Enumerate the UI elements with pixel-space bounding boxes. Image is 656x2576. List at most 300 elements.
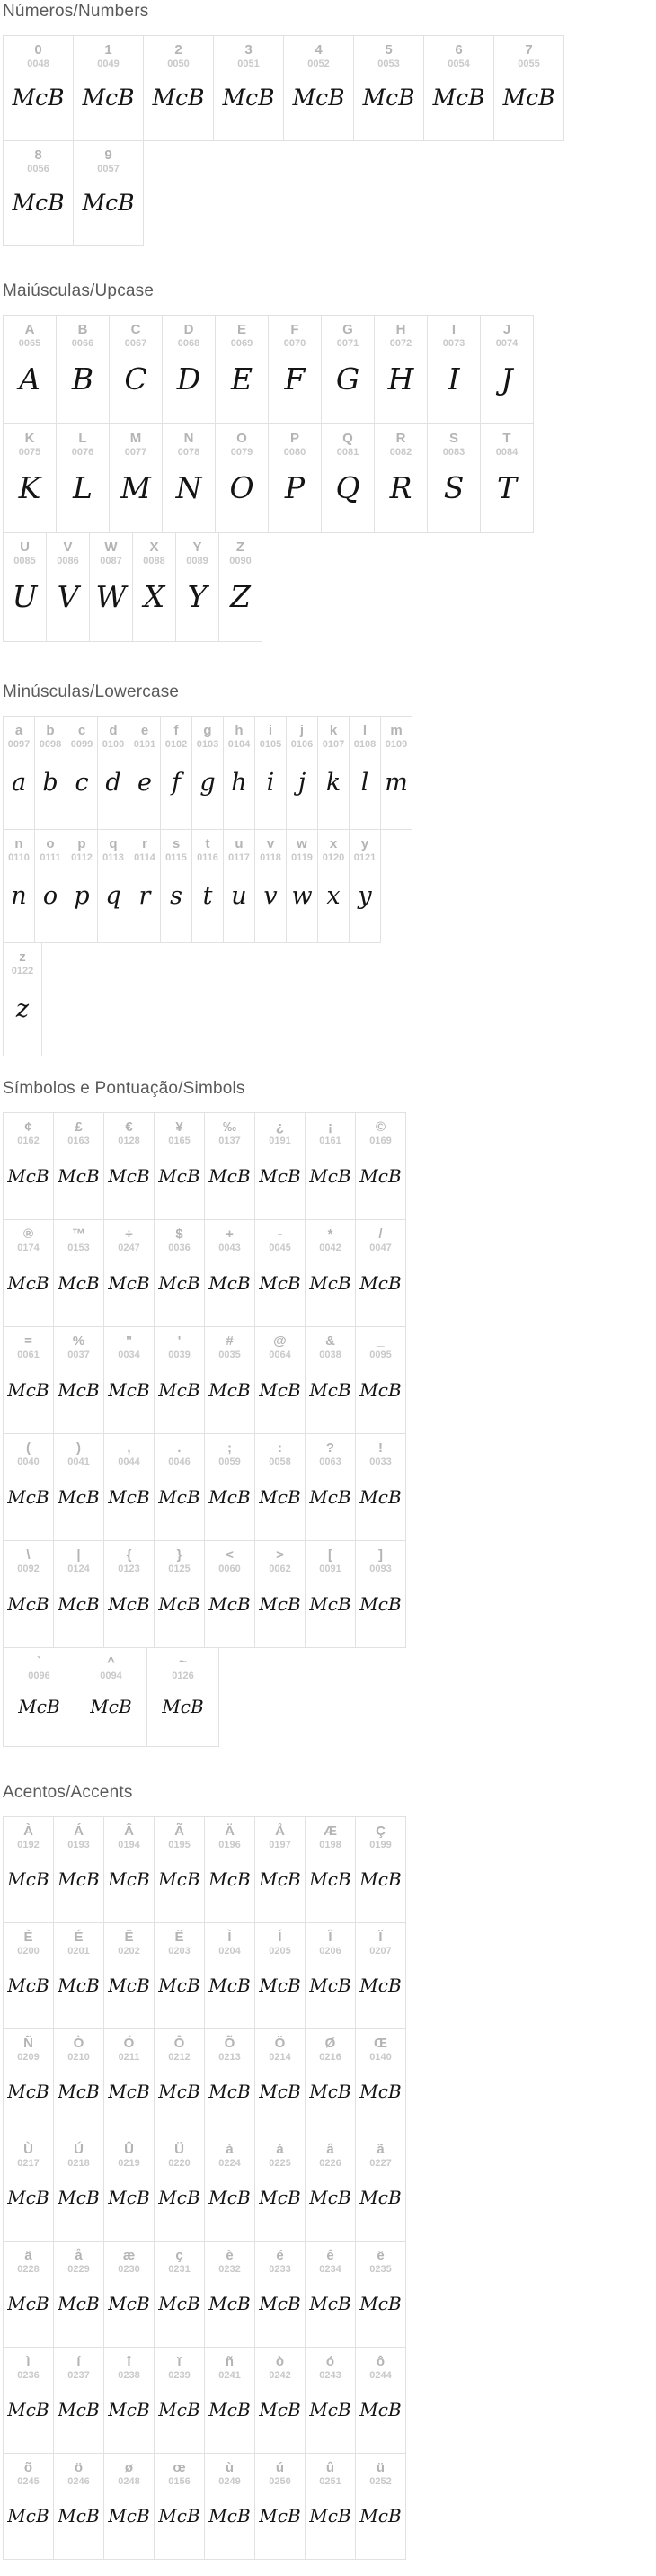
glyph-char-label: Ô [173, 2036, 185, 2051]
glyph-unicode-code: 0105 [259, 739, 282, 751]
glyph-cell [223, 829, 255, 943]
glyph-preview: O [229, 470, 254, 506]
glyph-char-label: ^ [107, 1654, 115, 1670]
glyph-preview: M [120, 470, 151, 506]
glyph-preview: z [15, 994, 30, 1023]
glyph-preview: McB [359, 2293, 402, 2315]
glyph-unicode-code: 0044 [118, 1457, 140, 1468]
glyph-preview: o [42, 881, 58, 910]
glyph-char-label: P [289, 431, 299, 446]
glyph-grid-accents [3, 1816, 656, 2560]
glyph-cell [154, 2028, 205, 2135]
glyph-cell [56, 315, 110, 424]
glyph-unicode-code: 0230 [118, 2264, 140, 2276]
glyph-char-label: n [14, 836, 23, 851]
glyph-preview: i [266, 768, 275, 797]
glyph-preview: McB [7, 1164, 49, 1187]
glyph-char-label: ä [24, 2248, 32, 2263]
glyph-unicode-code: 0078 [177, 447, 200, 459]
glyph-char-label: Ò [73, 2036, 84, 2051]
glyph-cell [305, 1326, 356, 1434]
glyph-char-label: y [360, 836, 369, 851]
glyph-cell [254, 1433, 306, 1541]
glyph-cell [215, 315, 269, 424]
glyph-preview: McB [7, 2081, 49, 2103]
glyph-unicode-code: 0083 [442, 447, 465, 459]
glyph-unicode-code: 0224 [218, 2158, 241, 2170]
glyph-char-label: W [104, 539, 118, 555]
glyph-unicode-code: 0062 [269, 1564, 291, 1575]
glyph-cell [146, 1647, 219, 1747]
glyph-cell [254, 1326, 306, 1434]
glyph-unicode-code: 0046 [168, 1457, 191, 1468]
glyph-unicode-code: 0162 [17, 1136, 40, 1147]
section-title-symbols: Símbolos e Pontuação/Simbols [3, 1079, 245, 1098]
character-map-sections [3, 2, 656, 2560]
glyph-preview: V [57, 579, 79, 615]
glyph-cell [321, 315, 375, 424]
glyph-char-label: d [109, 723, 118, 738]
glyph-cell [254, 716, 287, 830]
glyph-preview: j [297, 768, 306, 797]
glyph-row [3, 829, 656, 943]
glyph-unicode-code: 0209 [17, 2052, 40, 2063]
glyph-unicode-code: 0096 [28, 1671, 50, 1682]
glyph-char-label: s [172, 836, 181, 851]
glyph-preview: H [387, 361, 414, 397]
glyph-cell [3, 2347, 54, 2454]
glyph-unicode-code: 0120 [322, 852, 345, 864]
glyph-preview: McB [7, 1868, 49, 1891]
glyph-unicode-code: 0066 [71, 338, 94, 350]
glyph-char-label: 9 [104, 147, 112, 163]
glyph-cell [66, 716, 98, 830]
glyph-unicode-code: 0098 [39, 739, 62, 751]
glyph-unicode-code: 0108 [353, 739, 377, 751]
glyph-cell [53, 1112, 104, 1220]
glyph-cell [204, 1816, 255, 1923]
glyph-row [3, 716, 656, 830]
glyph-preview: E [230, 361, 253, 397]
glyph-cell [268, 315, 322, 424]
glyph-unicode-code: 0085 [13, 556, 36, 567]
glyph-unicode-code: 0051 [237, 58, 260, 70]
glyph-char-label: + [226, 1226, 234, 1242]
glyph-cell [3, 1647, 75, 1747]
glyph-cell [162, 423, 216, 533]
glyph-char-label: ‰ [223, 1119, 236, 1135]
glyph-char-label: Ø [324, 2036, 336, 2051]
glyph-char-label: ' [177, 1333, 182, 1349]
glyph-preview: McB [309, 1164, 351, 1187]
glyph-cell [305, 2347, 356, 2454]
glyph-char-label: € [125, 1119, 133, 1135]
glyph-row [3, 532, 656, 642]
glyph-cell [103, 1219, 155, 1327]
glyph-preview: v [263, 881, 278, 910]
glyph-cell [97, 829, 129, 943]
glyph-char-label: f [173, 723, 179, 738]
glyph-preview: McB [309, 1868, 351, 1891]
glyph-char-label: X [149, 539, 159, 555]
glyph-cell [355, 1112, 406, 1220]
glyph-cell [204, 2241, 255, 2348]
glyph-preview: p [74, 881, 90, 910]
glyph-char-label: T [502, 431, 511, 446]
glyph-preview: McB [259, 1378, 301, 1401]
glyph-preview: McB [108, 2293, 150, 2315]
section-title-lowercase: Minúsculas/Lowercase [3, 682, 180, 701]
glyph-preview: w [291, 881, 313, 910]
glyph-grid-symbols [3, 1112, 656, 1747]
glyph-preview: k [325, 768, 341, 797]
glyph-char-label: G [342, 322, 353, 337]
glyph-char-label: o [46, 836, 55, 851]
glyph-unicode-code: 0115 [165, 852, 187, 864]
glyph-char-label: Ê [124, 1930, 134, 1945]
glyph-preview: Z [230, 579, 251, 615]
glyph-char-label: k [329, 723, 338, 738]
glyph-preview: McB [158, 2399, 200, 2421]
glyph-char-label: h [235, 723, 244, 738]
glyph-cell [75, 1647, 147, 1747]
glyph-char-label: A [24, 322, 35, 337]
glyph-cell [103, 2347, 155, 2454]
glyph-unicode-code: 0068 [177, 338, 200, 350]
glyph-unicode-code: 0220 [168, 2158, 191, 2170]
glyph-cell [305, 2135, 356, 2242]
glyph-preview: McB [208, 1974, 251, 1997]
glyph-unicode-code: 0056 [27, 164, 49, 175]
glyph-preview: McB [359, 1378, 402, 1401]
glyph-preview: McB [108, 1485, 150, 1508]
glyph-preview: McB [108, 1164, 150, 1187]
glyph-preview: McB [359, 1592, 402, 1615]
glyph-unicode-code: 0089 [186, 556, 208, 567]
glyph-unicode-code: 0118 [260, 852, 281, 864]
glyph-unicode-code: 0137 [218, 1136, 241, 1147]
glyph-preview: McB [18, 1696, 60, 1718]
glyph-unicode-code: 0251 [319, 2476, 341, 2488]
glyph-char-label: c [77, 723, 86, 738]
glyph-cell [355, 2347, 406, 2454]
glyph-unicode-code: 0123 [118, 1564, 140, 1575]
glyph-preview: McB [259, 1592, 301, 1615]
glyph-cell [154, 1219, 205, 1327]
glyph-unicode-code: 0090 [229, 556, 252, 567]
glyph-cell [109, 423, 163, 533]
glyph-preview: McB [309, 1485, 351, 1508]
glyph-unicode-code: 0201 [67, 1946, 90, 1957]
glyph-cell [355, 1326, 406, 1434]
glyph-char-label: @ [273, 1333, 287, 1349]
glyph-preview: x [326, 881, 341, 910]
glyph-row [3, 2347, 656, 2454]
glyph-unicode-code: 0121 [353, 852, 377, 864]
glyph-cell [109, 315, 163, 424]
glyph-char-label: w [297, 836, 307, 851]
glyph-unicode-code: 0252 [369, 2476, 392, 2488]
glyph-cell [53, 1326, 104, 1434]
glyph-preview: K [18, 470, 41, 506]
glyph-cell [89, 532, 133, 642]
glyph-cell [103, 2241, 155, 2348]
glyph-cell [154, 1922, 205, 2029]
glyph-cell [3, 1816, 54, 1923]
glyph-preview: McB [362, 85, 415, 111]
glyph-row [3, 1922, 656, 2029]
glyph-cell [154, 2453, 205, 2560]
glyph-char-label: & [325, 1333, 335, 1349]
section-numbers [3, 2, 656, 246]
glyph-cell [103, 2028, 155, 2135]
glyph-char-label: - [278, 1226, 282, 1242]
glyph-unicode-code: 0107 [322, 739, 345, 751]
glyph-char-label: _ [377, 1333, 385, 1349]
glyph-char-label: ¡ [328, 1119, 332, 1135]
glyph-cell [3, 1540, 54, 1648]
glyph-cell [129, 829, 161, 943]
glyph-char-label: Û [124, 2142, 134, 2157]
glyph-cell [34, 829, 66, 943]
glyph-cell [204, 1219, 255, 1327]
glyph-unicode-code: 0249 [218, 2476, 241, 2488]
glyph-preview: McB [7, 1378, 49, 1401]
glyph-preview: McB [259, 2505, 301, 2527]
glyph-char-label: é [276, 2248, 284, 2263]
glyph-unicode-code: 0058 [269, 1457, 291, 1468]
glyph-unicode-code: 0140 [369, 2052, 392, 2063]
glyph-preview: McB [208, 1271, 251, 1294]
glyph-cell [53, 1540, 104, 1648]
glyph-cell [317, 829, 350, 943]
glyph-char-label: ® [22, 1226, 34, 1242]
glyph-row [3, 315, 656, 424]
glyph-preview: McB [108, 2187, 150, 2209]
glyph-row [3, 1219, 656, 1327]
glyph-char-label: z [19, 949, 26, 965]
glyph-cell [427, 315, 481, 424]
glyph-cell [355, 2135, 406, 2242]
glyph-unicode-code: 0161 [319, 1136, 341, 1147]
glyph-preview: McB [259, 1271, 301, 1294]
glyph-unicode-code: 0128 [118, 1136, 140, 1147]
glyph-unicode-code: 0053 [377, 58, 400, 70]
glyph-preview: McB [259, 1974, 301, 1997]
glyph-char-label: m [390, 723, 403, 738]
glyph-cell [355, 1816, 406, 1923]
glyph-unicode-code: 0202 [118, 1946, 140, 1957]
glyph-char-label: l [362, 723, 368, 738]
glyph-char-label: Â [124, 1823, 134, 1839]
glyph-unicode-code: 0037 [67, 1350, 90, 1361]
glyph-char-label: r [142, 836, 147, 851]
glyph-cell [160, 716, 192, 830]
glyph-char-label: Æ [324, 1823, 337, 1839]
glyph-cell [154, 1540, 205, 1648]
glyph-cell [349, 716, 381, 830]
glyph-char-label: ì [26, 2354, 31, 2369]
glyph-char-label: Y [192, 539, 202, 555]
glyph-cell [3, 1326, 54, 1434]
glyph-char-label: ø [124, 2460, 134, 2475]
glyph-cell [305, 1540, 356, 1648]
glyph-char-label: á [276, 2142, 284, 2157]
glyph-unicode-code: 0112 [71, 852, 93, 864]
glyph-cell [374, 315, 428, 424]
glyph-char-label: B [77, 322, 88, 337]
glyph-unicode-code: 0125 [168, 1564, 191, 1575]
glyph-unicode-code: 0036 [168, 1243, 191, 1254]
glyph-cell [129, 716, 161, 830]
glyph-row [3, 1433, 656, 1541]
glyph-char-label: : [278, 1440, 282, 1456]
glyph-preview: McB [208, 2399, 251, 2421]
glyph-cell [3, 140, 74, 246]
glyph-char-label: Ú [74, 2142, 84, 2157]
glyph-char-label: ö [74, 2460, 84, 2475]
glyph-char-label: â [326, 2142, 334, 2157]
glyph-unicode-code: 0060 [218, 1564, 241, 1575]
glyph-preview: McB [7, 2293, 49, 2315]
glyph-cell [3, 532, 47, 642]
glyph-char-label: J [502, 322, 511, 337]
glyph-unicode-code: 0095 [369, 1350, 392, 1361]
section-symbols [3, 1079, 656, 1747]
glyph-char-label: 4 [315, 42, 323, 58]
glyph-unicode-code: 0241 [218, 2370, 241, 2382]
glyph-preview: R [389, 470, 412, 506]
glyph-cell [254, 2241, 306, 2348]
glyph-char-label: í [76, 2354, 81, 2369]
glyph-char-label: ! [378, 1440, 383, 1456]
glyph-char-label: Å [275, 1823, 285, 1839]
glyph-preview: L [73, 470, 93, 506]
glyph-preview: McB [259, 2399, 301, 2421]
glyph-preview: McB [208, 1868, 251, 1891]
glyph-preview: S [443, 470, 465, 506]
glyph-preview: T [496, 470, 517, 506]
glyph-cell [154, 1112, 205, 1220]
glyph-preview: A [19, 361, 40, 397]
glyph-cell [254, 2347, 306, 2454]
glyph-cell [103, 1816, 155, 1923]
glyph-cell [46, 532, 90, 642]
glyph-preview: McB [158, 1868, 200, 1891]
glyph-cell [73, 35, 144, 141]
glyph-row [3, 2241, 656, 2348]
glyph-preview: McB [108, 2399, 150, 2421]
glyph-char-label: Ñ [23, 2036, 33, 2051]
glyph-char-label: ê [326, 2248, 334, 2263]
glyph-preview: McB [502, 85, 555, 111]
glyph-preview: McB [359, 1868, 402, 1891]
glyph-preview: McB [208, 1164, 251, 1187]
glyph-unicode-code: 0203 [168, 1946, 191, 1957]
glyph-cell [204, 2028, 255, 2135]
glyph-preview: N [175, 470, 202, 506]
glyph-char-label: 2 [174, 42, 182, 58]
glyph-unicode-code: 0100 [102, 739, 125, 751]
glyph-cell [254, 1816, 306, 1923]
glyph-char-label: [ [328, 1547, 332, 1563]
glyph-cell [305, 2028, 356, 2135]
glyph-unicode-code: 0073 [442, 338, 465, 350]
glyph-char-label: Ü [174, 2142, 184, 2157]
glyph-preview: b [42, 768, 58, 797]
glyph-preview: W [95, 579, 127, 615]
glyph-preview: McB [292, 85, 345, 111]
glyph-preview: h [231, 768, 247, 797]
glyph-preview: McB [108, 2081, 150, 2103]
glyph-char-label: Á [74, 1823, 84, 1839]
glyph-char-label: \ [26, 1547, 31, 1563]
glyph-unicode-code: 0070 [283, 338, 306, 350]
glyph-preview: McB [359, 1485, 402, 1508]
glyph-preview: McB [222, 85, 275, 111]
glyph-char-label: $ [175, 1226, 183, 1242]
glyph-unicode-code: 0069 [230, 338, 253, 350]
glyph-char-label: Œ [374, 2036, 387, 2051]
glyph-char-label: v [266, 836, 275, 851]
glyph-cell [160, 829, 192, 943]
glyph-row [3, 1326, 656, 1434]
glyph-char-label: | [76, 1547, 81, 1563]
glyph-char-label: 3 [244, 42, 253, 58]
glyph-unicode-code: 0116 [197, 852, 218, 864]
glyph-char-label: R [395, 431, 406, 446]
glyph-preview: t [202, 881, 213, 910]
glyph-preview: McB [208, 2505, 251, 2527]
glyph-cell [204, 2347, 255, 2454]
glyph-cell [3, 2241, 54, 2348]
glyph-preview: P [284, 470, 306, 506]
glyph-row [3, 1540, 656, 1648]
section-title-numbers: Números/Numbers [3, 2, 149, 21]
glyph-cell [154, 1816, 205, 1923]
glyph-unicode-code: 0057 [97, 164, 120, 175]
glyph-unicode-code: 0200 [17, 1946, 40, 1957]
glyph-unicode-code: 0248 [118, 2476, 140, 2488]
glyph-cell [3, 2135, 54, 2242]
glyph-unicode-code: 0088 [143, 556, 165, 567]
glyph-cell [493, 35, 564, 141]
glyph-cell [204, 1326, 255, 1434]
glyph-char-label: © [375, 1119, 386, 1135]
glyph-cell [254, 2135, 306, 2242]
glyph-preview: McB [259, 2293, 301, 2315]
glyph-unicode-code: 0210 [67, 2052, 90, 2063]
glyph-preview: McB [82, 190, 135, 217]
glyph-preview: McB [359, 1164, 402, 1187]
glyph-char-label: 5 [385, 42, 393, 58]
glyph-unicode-code: 0239 [168, 2370, 191, 2382]
glyph-preview: McB [158, 2293, 200, 2315]
glyph-grid-uppercase [3, 315, 656, 642]
glyph-preview: McB [359, 2187, 402, 2209]
glyph-char-label: F [290, 322, 299, 337]
glyph-preview: n [11, 881, 27, 910]
glyph-unicode-code: 0246 [67, 2476, 90, 2488]
glyph-unicode-code: 0077 [124, 447, 147, 459]
glyph-unicode-code: 0193 [67, 1840, 90, 1851]
glyph-cell [3, 35, 74, 141]
glyph-preview: McB [108, 1592, 150, 1615]
glyph-cell [423, 35, 494, 141]
glyph-unicode-code: 0234 [319, 2264, 341, 2276]
glyph-unicode-code: 0233 [269, 2264, 291, 2276]
glyph-unicode-code: 0153 [67, 1243, 90, 1254]
